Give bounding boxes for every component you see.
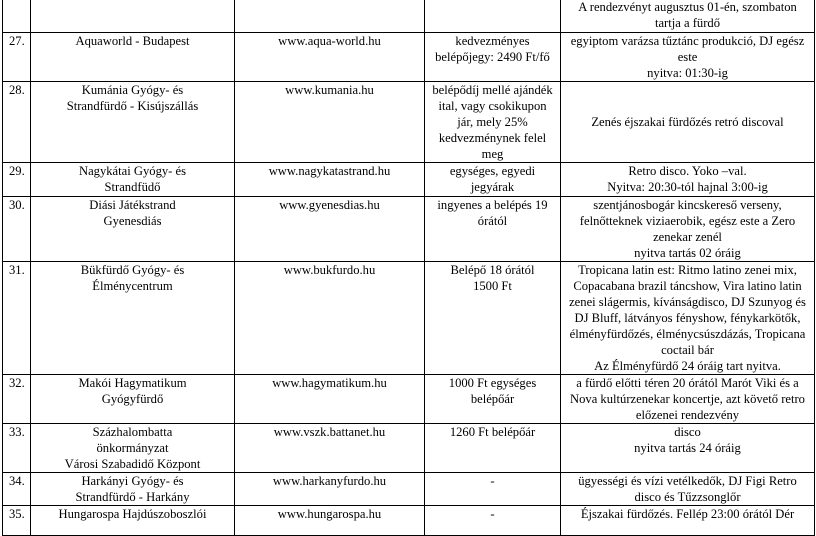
row-number-text: 33. bbox=[9, 425, 25, 439]
event-program-line: szentjánosbogár kincskereső verseny, bbox=[593, 198, 782, 212]
table-row bbox=[3, 33, 815, 82]
row-number bbox=[3, 197, 31, 262]
website-link[interactable]: www.harkanyfurdo.hu bbox=[272, 474, 387, 488]
row-number bbox=[3, 506, 31, 536]
table-row bbox=[3, 506, 815, 536]
venue-name bbox=[31, 0, 235, 33]
ticket-price bbox=[425, 82, 561, 163]
venue-website bbox=[235, 0, 425, 33]
venue-name-line: Strandfüdő bbox=[104, 180, 161, 194]
row-number-text: 35. bbox=[9, 507, 25, 521]
table-row bbox=[3, 375, 815, 424]
venue-name bbox=[31, 506, 235, 536]
event-program-line: Tropicana latin est: Ritmo latino zenei mix, bbox=[578, 263, 797, 277]
website-link[interactable]: www.hungarospa.hu bbox=[277, 507, 382, 521]
venue-website bbox=[235, 33, 425, 82]
ticket-price-line: kedvezménynek felel bbox=[438, 131, 547, 145]
ticket-price bbox=[425, 0, 561, 33]
ticket-price-line: jegyárak bbox=[470, 180, 515, 194]
venue-name-line: Élménycentrum bbox=[92, 279, 173, 293]
ticket-price-line: belépőár bbox=[470, 392, 515, 406]
event-program-line: A rendezvényt augusztus 01-én, szombaton bbox=[578, 0, 797, 14]
venue-name-line: Hungarospa Hajdúszoboszlói bbox=[58, 507, 207, 521]
ticket-price-line: - bbox=[490, 507, 495, 521]
ticket-price bbox=[425, 197, 561, 262]
ticket-price-line: ingyenes a belépés 19 bbox=[437, 198, 548, 212]
event-program bbox=[561, 197, 815, 262]
row-number bbox=[3, 33, 31, 82]
venue-name-line: Százhalombatta bbox=[92, 425, 173, 439]
venue-website bbox=[235, 82, 425, 163]
venue-name-line: Diási Játékstrand bbox=[89, 198, 176, 212]
event-program-line: Éjszakai fürdőzés. Fellép 23:00 órától Dér bbox=[580, 507, 795, 521]
ticket-price bbox=[425, 424, 561, 473]
website-link[interactable]: www.kumania.hu bbox=[285, 83, 374, 97]
venue-website bbox=[235, 473, 425, 506]
venue-name-line: Bükfürdő Gyógy- és bbox=[80, 263, 185, 277]
website-link[interactable]: www.vszk.battanet.hu bbox=[273, 425, 386, 439]
ticket-price bbox=[425, 33, 561, 82]
event-program-line: Nyitva: 20:30-tól hajnal 3:00-ig bbox=[607, 180, 768, 194]
row-number bbox=[3, 82, 31, 163]
event-program-line: este bbox=[677, 50, 698, 64]
event-program-line: coctail bár bbox=[661, 343, 714, 357]
event-program-line: Zenés éjszakai fürdőzés retró discoval bbox=[591, 115, 784, 129]
event-program-line: a fürdő előtti téren 20 órától Marót Viki és a bbox=[576, 376, 799, 390]
website-link[interactable]: www.hagymatikum.hu bbox=[272, 376, 387, 390]
venue-name-line: Kumánia Gyógy- és bbox=[81, 83, 184, 97]
venue-name bbox=[31, 473, 235, 506]
event-program bbox=[561, 33, 815, 82]
venue-name bbox=[31, 33, 235, 82]
event-program bbox=[561, 163, 815, 197]
ticket-price-line: kedvezményes bbox=[455, 34, 530, 48]
ticket-price-line: belépődíj mellé ajándék bbox=[432, 83, 553, 97]
event-program-line: zenekar zenél bbox=[653, 230, 722, 244]
event-program-line: disco és Tűzzsonglőr bbox=[634, 490, 741, 504]
venue-website bbox=[235, 262, 425, 375]
events-table-body bbox=[3, 0, 815, 536]
table-row bbox=[3, 0, 815, 33]
event-program-line: Copacabana brazil táncshow, Vira latino latin bbox=[573, 279, 802, 293]
table-row bbox=[3, 82, 815, 163]
event-program-line: disco bbox=[674, 425, 701, 439]
event-program-line: nyitva tartás 24 óráig bbox=[634, 441, 741, 455]
ticket-price-line: 1500 Ft bbox=[473, 279, 512, 293]
venue-name-line: Gyógyfürdő bbox=[101, 392, 164, 406]
event-program-line: Retro disco. Yoko –val. bbox=[628, 164, 747, 178]
venue-name-line: Városi Szabadidő Központ bbox=[64, 457, 201, 471]
event-program-line: zenei slágermis, kívánságdisco, DJ Szunyog és bbox=[569, 295, 806, 309]
event-program bbox=[561, 262, 815, 375]
venue-name bbox=[31, 163, 235, 197]
venue-website bbox=[235, 506, 425, 536]
ticket-price-line: Belépő 18 órától bbox=[450, 263, 535, 277]
event-program-line: Az Élményfürdő 24 óráig tart nyitva. bbox=[594, 359, 781, 373]
website-link[interactable]: www.aqua-world.hu bbox=[278, 34, 381, 48]
event-program-line: egyiptom varázsa tűztánc produkció, DJ egész bbox=[570, 34, 805, 48]
events-table bbox=[2, 0, 815, 536]
ticket-price-line: ital, vagy csokikupon bbox=[438, 99, 547, 113]
event-program-line: tartja a fürdő bbox=[654, 16, 721, 30]
ticket-price-line: egységes, egyedi bbox=[449, 164, 536, 178]
row-number bbox=[3, 0, 31, 33]
venue-name-line: Strandfürdő - Harkány bbox=[75, 490, 190, 504]
row-number bbox=[3, 163, 31, 197]
venue-name bbox=[31, 262, 235, 375]
event-program bbox=[561, 473, 815, 506]
ticket-price-line: - bbox=[490, 474, 495, 488]
website-link[interactable]: www.bukfurdo.hu bbox=[283, 263, 376, 277]
event-program bbox=[561, 506, 815, 536]
row-number-text: 31. bbox=[9, 263, 25, 277]
venue-name-line: Nagykátai Gyógy- és bbox=[78, 164, 187, 178]
venue-name bbox=[31, 424, 235, 473]
event-program bbox=[561, 0, 815, 33]
ticket-price-line: belépőjegy: 2490 Ft/fő bbox=[435, 50, 550, 64]
event-program-line: előzenei rendezvény bbox=[635, 408, 740, 422]
event-program-line: nyitva tartás 02 óráig bbox=[634, 246, 741, 260]
venue-name-line: Makói Hagymatikum bbox=[78, 376, 187, 390]
event-program bbox=[561, 424, 815, 473]
ticket-price bbox=[425, 506, 561, 536]
ticket-price-line: 1000 Ft egységes bbox=[448, 376, 537, 390]
ticket-price bbox=[425, 375, 561, 424]
venue-name bbox=[31, 197, 235, 262]
ticket-price bbox=[425, 473, 561, 506]
row-number-text: 32. bbox=[9, 376, 25, 390]
venue-name-line: önkormányzat bbox=[96, 441, 169, 455]
ticket-price bbox=[425, 163, 561, 197]
ticket-price-line: órától bbox=[477, 214, 508, 228]
row-number-text: 27. bbox=[9, 34, 25, 48]
venue-name-line: Aquaworld - Budapest bbox=[75, 34, 190, 48]
ticket-price-line: jár, mely 25% bbox=[457, 115, 528, 129]
website-link[interactable]: www.gyenesdias.hu bbox=[279, 198, 380, 212]
row-number bbox=[3, 375, 31, 424]
website-link[interactable]: www.nagykatastrand.hu bbox=[268, 164, 391, 178]
event-program-line: ügyességi és vízi vetélkedők, DJ Figi Retro bbox=[578, 474, 797, 488]
venue-name bbox=[31, 375, 235, 424]
event-program bbox=[561, 82, 815, 163]
venue-website bbox=[235, 197, 425, 262]
table-row bbox=[3, 163, 815, 197]
event-program-line: nyitva: 01:30-ig bbox=[647, 66, 728, 80]
venue-name-line: Strandfürdő - Kisújszállás bbox=[66, 99, 199, 113]
table-row bbox=[3, 262, 815, 375]
event-program-line: Nova kultúrzenekar koncertje, azt követő retro bbox=[570, 392, 805, 406]
ticket-price bbox=[425, 262, 561, 375]
row-number-text: 29. bbox=[9, 164, 25, 178]
row-number bbox=[3, 262, 31, 375]
row-number-text: 34. bbox=[9, 474, 25, 488]
event-program-line: felnőtteknek viziaerobik, egész este a Zero bbox=[579, 214, 796, 228]
venue-name-line: Harkányi Gyógy- és bbox=[81, 474, 184, 488]
row-number-text: 28. bbox=[9, 83, 25, 97]
event-program-line: DJ Bluff, látványos fényshow, fénykarkötők, bbox=[574, 311, 801, 325]
table-row bbox=[3, 197, 815, 262]
table-row bbox=[3, 424, 815, 473]
row-number bbox=[3, 424, 31, 473]
venue-website bbox=[235, 424, 425, 473]
venue-website bbox=[235, 375, 425, 424]
ticket-price-line: 1260 Ft belépőár bbox=[449, 425, 536, 439]
venue-name-line: Gyenesdiás bbox=[103, 214, 162, 228]
venue-name bbox=[31, 82, 235, 163]
ticket-price-line: meg bbox=[481, 147, 504, 161]
event-program bbox=[561, 375, 815, 424]
event-program-line: élményfürdőzés, élménycsúszdázás, Tropicana bbox=[569, 327, 806, 341]
row-number-text: 30. bbox=[9, 198, 25, 212]
table-row bbox=[3, 473, 815, 506]
row-number bbox=[3, 473, 31, 506]
venue-website bbox=[235, 163, 425, 197]
